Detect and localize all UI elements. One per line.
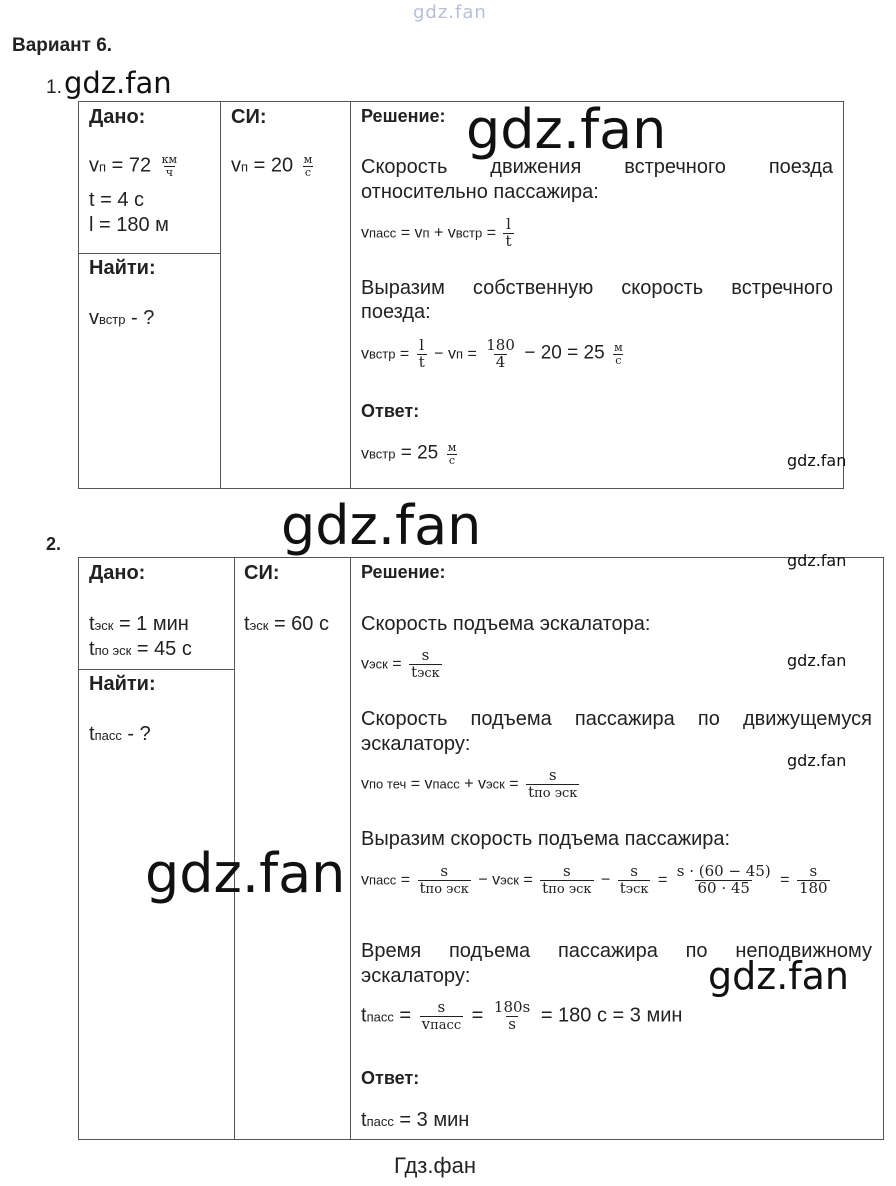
given-t-po-esk: tпо эск = 45 с — [89, 638, 192, 660]
si-heading: СИ: — [231, 106, 267, 128]
problem-2-number: 2. — [46, 534, 62, 554]
solution-text-1b: относительно пассажира: — [361, 181, 599, 203]
header-watermark: gdz.fan — [413, 2, 487, 23]
formula-2: vвстр = $\frac{l}{t}$ − vп = $\frac{180}{4}$ − 20 = 25 $\frac{м}{с}$ — [361, 336, 623, 371]
answer-heading: Ответ: — [361, 1068, 420, 1088]
given-l: l = 180 м — [89, 214, 169, 236]
given-heading: Дано: — [89, 562, 146, 584]
si-heading: СИ: — [244, 562, 280, 584]
solution-text-4a: Время подъема пассажира по неподвижному — [361, 940, 872, 962]
given-vp: vп = 72 $\frac{км}{ч}$ — [89, 153, 178, 179]
solution-text-2b: поезда: — [361, 301, 431, 323]
watermark: gdz.fan — [466, 98, 667, 161]
given-t: t = 4 с — [89, 189, 145, 211]
watermark: gdz.fan — [787, 551, 847, 570]
answer-value: tпасс = 3 мин — [361, 1109, 470, 1131]
find-heading: Найти: — [89, 257, 156, 279]
watermark: gdz.fan — [787, 751, 847, 770]
answer-heading: Ответ: — [361, 401, 420, 421]
formula-1: vпасс = vп + vвстр = $\frac{l}{t}$ — [361, 215, 512, 250]
watermark: gdz.fan — [708, 954, 850, 998]
si-value: tэск = 60 с — [244, 613, 329, 635]
watermark: gdz.fan — [281, 494, 482, 557]
formula-4: tпасс = $\frac{s}{\text{vпасс}}$ = $\frac{180s}{s}$ = 180 с = 3 мин — [361, 998, 683, 1033]
solution-text-1a: Скорость движения встречного поезда — [361, 156, 833, 178]
formula-2: vпо теч = vпасс + vэск = $\frac{s}{\text{tпо эск}}$ — [361, 766, 578, 801]
watermark: gdz.fan — [787, 451, 847, 470]
solution-text-2b: эскалатору: — [361, 733, 471, 755]
given-t-esk: tэск = 1 мин — [89, 613, 189, 635]
variant-title: Вариант 6. — [12, 35, 113, 56]
solution-text-3: Выразим скорость подъема пассажира: — [361, 828, 731, 850]
find-heading: Найти: — [89, 673, 156, 695]
watermark: gdz.fan — [145, 842, 346, 905]
solution-heading: Решение: — [361, 562, 446, 582]
solution-heading: Решение: — [361, 106, 446, 126]
formula-1: vэск = $\frac{s}{\text{tэск}}$ — [361, 646, 440, 681]
solution-text-2a: Выразим собственную скорость встречного — [361, 277, 833, 299]
watermark: gdz.fan — [64, 66, 172, 100]
watermark: gdz.fan — [787, 651, 847, 670]
problem-1-number: 1. — [46, 77, 62, 98]
find-value: vвстр - ? — [89, 307, 155, 329]
solution-text-1: Скорость подъема эскалатора: — [361, 613, 651, 635]
answer-value: vвстр = 25 $\frac{м}{с}$ — [361, 441, 457, 467]
footer-watermark: Гдз.фан — [394, 1153, 476, 1178]
given-heading: Дано: — [89, 106, 146, 128]
solution-text-4b: эскалатору: — [361, 965, 471, 987]
si-value: vп = 20 $\frac{м}{с}$ — [231, 153, 313, 179]
find-value: tпасс - ? — [89, 723, 151, 745]
problem-1-table — [78, 101, 847, 489]
solution-text-2a: Скорость подъема пассажира по движущемуся — [361, 708, 872, 730]
formula-3: vпасс = $\frac{s}{\text{tпо эск}}$ − vэск = $\frac{s}{\text{tпо эск}}$ − $\frac{s}{\text{tэск}}$ = $\frac{s \cdot (60 - 45)}{60 \cdot 45}$ = $\frac{s}{180}$ — [361, 862, 828, 897]
